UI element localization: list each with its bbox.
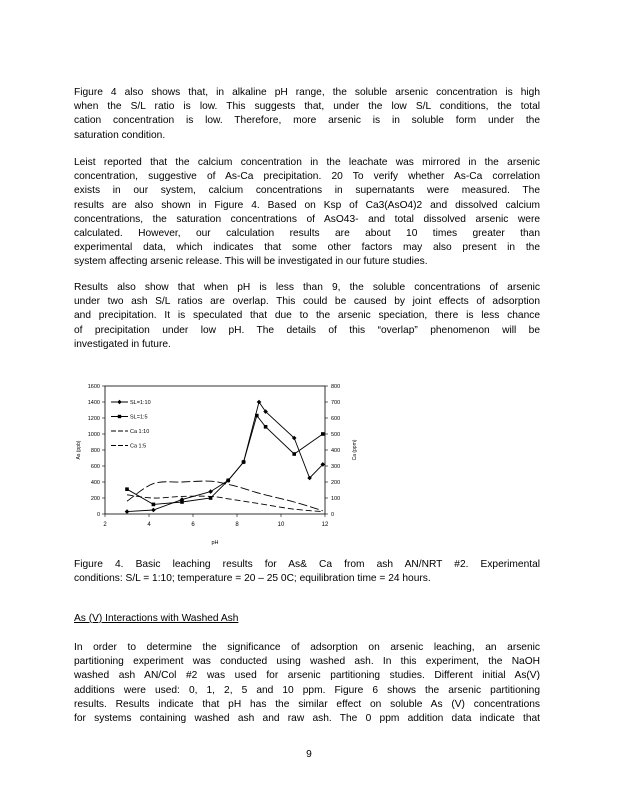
text-line: Results also show that when pH is less than 9, the soluble concentrations of arsenic xyxy=(74,282,540,293)
y-right-tick-label: 800 xyxy=(331,384,341,390)
legend-label: SL=1:10 xyxy=(130,400,151,406)
figure-caption xyxy=(74,558,540,586)
x-axis-label: pH xyxy=(211,540,219,546)
text-line: concentrations, the saturation concentrations of AsO43- and total dissolved arsenic were xyxy=(74,213,540,225)
text-line: cation concentration is low. Therefore, more arsenic is in soluble form under the xyxy=(74,115,540,127)
y-right-tick-label: 300 xyxy=(331,464,341,470)
text-line: In order to determine the significance of adsorption on arsenic leaching, an arsenic xyxy=(74,642,540,653)
paragraph-5 xyxy=(74,641,540,726)
y-left-tick-label: 400 xyxy=(90,480,100,486)
data-point xyxy=(125,509,130,514)
y-left-tick-label: 1600 xyxy=(87,384,100,390)
text-line: of precipitation under low pH. The details of this “overlap” phenomenon will be xyxy=(74,324,540,336)
text-line: exists in our system, calcium concentrations in supernatants were measured. The xyxy=(74,185,540,197)
y-right-tick-label: 700 xyxy=(331,400,341,406)
text-line: calculated. However, our calculation results are about 10 times greater than xyxy=(74,228,540,240)
data-point xyxy=(255,414,259,418)
legend-marker xyxy=(117,400,121,404)
data-point xyxy=(226,479,230,483)
y-left-tick-label: 600 xyxy=(90,464,100,470)
y-right-tick-label: 500 xyxy=(331,432,341,438)
page-number: 9 xyxy=(306,749,312,760)
legend-label: Ca 1:5 xyxy=(130,443,147,450)
legend-label: Ca 1:10 xyxy=(130,429,150,435)
paragraph-3 xyxy=(74,281,540,352)
series-line-ca-1-5 xyxy=(127,481,323,511)
leaching-chart xyxy=(70,378,370,550)
text-line: experimental data, which indicates that some other factors may also present in the xyxy=(74,242,540,254)
x-tick-label: 2 xyxy=(103,522,107,528)
data-point xyxy=(242,460,246,464)
text-line: and precipitation. It is speculated that due to the arsenic speciation, there is less chance xyxy=(74,310,540,322)
y-left-tick-label: 800 xyxy=(90,448,100,454)
y-right-tick-label: 400 xyxy=(331,448,341,454)
text-line: Figure 4. Basic leaching results for As& Ca from ash AN/NRT #2. Experimental xyxy=(74,559,540,570)
text-line: concentration, suggestive of As-Ca precipitation. 20 To verify whether As-Ca correlation xyxy=(74,171,540,183)
y-right-tick-label: 0 xyxy=(331,512,335,518)
y-left-tick-label: 1200 xyxy=(87,416,100,422)
text-line: conditions: S/L = 1:10; temperature = 20 – 25 0C; equilibration time = 24 hours. xyxy=(74,573,431,585)
series-line-sl-1-10 xyxy=(127,402,323,512)
text-line: investigated in future. xyxy=(74,338,171,350)
text-line: when the S/L ratio is low. This suggests that, under the low S/L conditions, the total xyxy=(74,101,540,113)
text-line: saturation condition. xyxy=(74,129,166,141)
y-right-axis-label: Ca (ppm) xyxy=(352,439,358,461)
text-line: system affecting arsenic release. This will be investigated in our future studies. xyxy=(74,256,428,268)
y-right-tick-label: 600 xyxy=(331,416,341,422)
text-line: for systems containing washed ash and raw ash. The 0 ppm addition data indicate that xyxy=(74,713,540,725)
chart-legend xyxy=(111,400,151,450)
y-left-tick-label: 1400 xyxy=(87,400,100,406)
paragraph-1 xyxy=(74,86,540,143)
y-left-tick-label: 200 xyxy=(90,496,100,502)
legend-marker xyxy=(118,415,121,418)
x-tick-label: 4 xyxy=(147,522,151,528)
x-tick-label: 6 xyxy=(191,522,195,528)
text-line: additions were used: 0, 1, 2, 5 and 10 ppm. Figure 6 shows the arsenic partitioning xyxy=(74,684,540,696)
data-point xyxy=(264,425,268,429)
x-tick-label: 12 xyxy=(321,522,329,528)
section-heading: As (V) Interactions with Washed Ash xyxy=(74,613,239,624)
y-right-tick-label: 100 xyxy=(331,496,341,502)
paragraph-2 xyxy=(74,156,540,270)
x-tick-label: 10 xyxy=(277,522,285,528)
data-point xyxy=(125,487,129,491)
text-line: results. Results indicate that pH has the similar effect on soluble As (V) concentrations xyxy=(74,698,540,710)
y-right-tick-label: 200 xyxy=(331,480,341,486)
data-point xyxy=(180,500,184,504)
text-line: washed ash AN/Col #2 was used for arsenic partitioning studies. Different initial As(V) xyxy=(74,670,540,682)
data-point xyxy=(292,452,296,456)
data-point xyxy=(208,489,213,494)
data-point xyxy=(321,432,325,436)
text-line: Leist reported that the calcium concentration in the leachate was mirrored in the arsenic xyxy=(74,157,540,168)
text-line: results are also shown in Figure 4. Based on Ksp of Ca3(AsO4)2 and dissolved calcium xyxy=(74,199,540,211)
y-left-tick-label: 1000 xyxy=(87,432,100,438)
text-line: under two ash S/L ratios are overlap. This could be caused by joint effects of adsorption xyxy=(74,296,540,308)
data-point xyxy=(152,503,156,507)
x-tick-label: 8 xyxy=(235,522,239,528)
legend-label: SL=1:5 xyxy=(130,414,148,421)
text-line: Figure 4 also shows that, in alkaline pH range, the soluble arsenic concentration is high xyxy=(74,87,540,98)
data-point xyxy=(151,508,156,513)
text-line: partitioning experiment was conducted using washed ash. In this experiment, the NaOH xyxy=(74,656,540,668)
y-left-axis-label: As (ppb) xyxy=(76,440,82,460)
y-left-tick-label: 0 xyxy=(96,512,100,518)
series-line-sl-1-5 xyxy=(127,416,323,505)
